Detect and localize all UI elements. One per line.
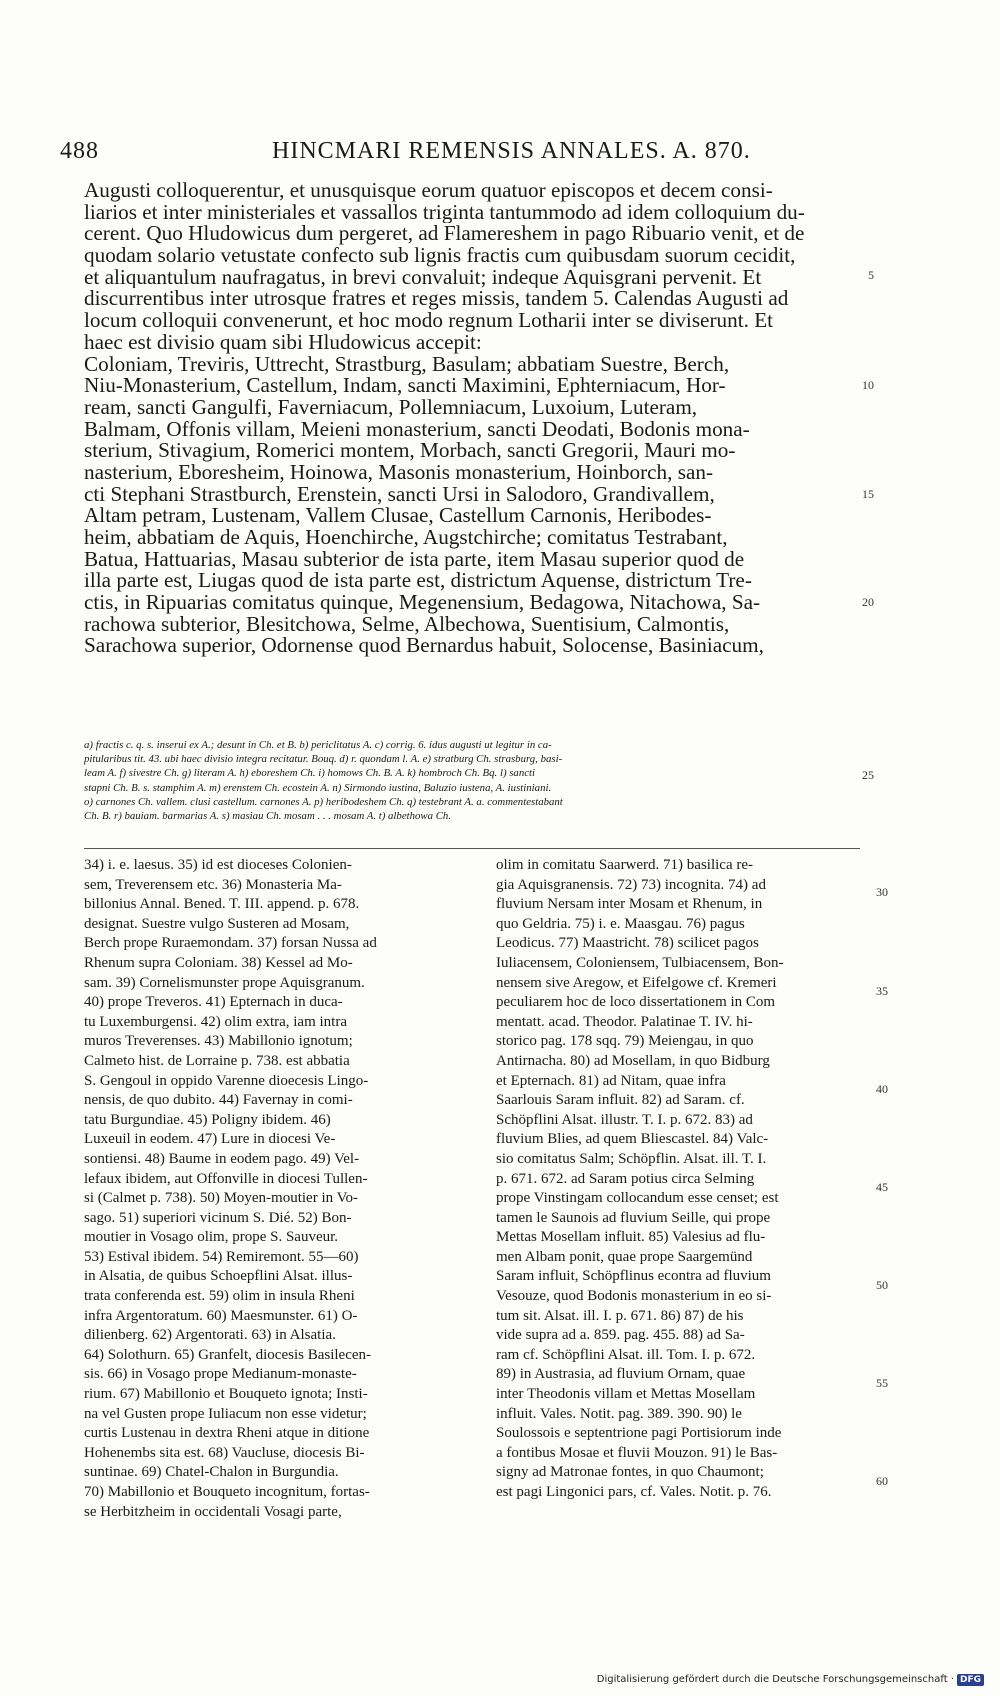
note-line: na vel Gusten prope Iuliacum non esse videtur;	[84, 1405, 367, 1422]
note-line: 64) Solothurn. 65) Granfelt, diocesis Basilecen-	[84, 1346, 372, 1363]
note-line: Mettas Mosellam influit. 85) Valesius ad flu-	[496, 1229, 766, 1246]
note-line: vide supra ad a. 859. pag. 455. 88) ad Sa-	[496, 1327, 745, 1344]
note-line: muros Treverenses. 43) Mabillonio ignotum;	[84, 1033, 353, 1050]
note-line: a fontibus Mosae et fluvii Mouzon. 91) le Bas-	[496, 1444, 778, 1461]
footer-text: Digitalisierung gefördert durch die Deutsche Forschungsgemeinschaft ·	[596, 1674, 954, 1685]
text-line: haec est divisio quam sibi Hludowicus accepit:	[84, 331, 482, 354]
note-line: 34) i. e. laesus. 35) id est dioceses Colonien-	[84, 857, 352, 873]
margin-number: 15	[862, 487, 874, 501]
margin-number: 40	[876, 1082, 888, 1096]
text-line: quodam solario vetustate confecto sub lignis fractis cum quibusdam suorum cecidit,	[84, 245, 796, 267]
note-line: Saarlouis Saram influit. 82) ad Saram. cf.	[496, 1092, 745, 1109]
note-line: Berch prope Ruraemondam. 37) forsan Nussa ad	[84, 935, 377, 952]
note-line: p. 671. 672. ad Saram potius circa Selming	[496, 1170, 755, 1187]
note-line: et Epternach. 81) ad Nitam, quae infra	[496, 1072, 726, 1089]
note-line: fluvium Nersam inter Mosam et Rhenum, in	[496, 896, 763, 913]
margin-number: 45	[876, 1180, 888, 1194]
note-line: 70) Mabillonio et Bouqueto incognitum, fortas-	[84, 1484, 370, 1500]
note-line: gia Aquisgranensis. 72) 73) incognita. 74) ad	[496, 876, 766, 893]
margin-number: 10	[862, 378, 874, 392]
text-line: illa parte est, Liugas quod de ista parte est, districtum Aquense, districtum Tre-	[84, 570, 752, 593]
text-line: heim, abbatiam de Aquis, Hoenchirche, Augstchirche; comitatus Testrabant,	[84, 527, 728, 549]
note-line: influit. Vales. Notit. pag. 389. 390. 90) le	[496, 1405, 742, 1422]
text-line: Balmam, Offonis villam, Meieni monasterium, sancti Deodati, Bodonis mona-	[84, 418, 750, 441]
note-line: 89) in Austrasia, ad fluvium Ornam, quae	[496, 1366, 746, 1383]
note-line: olim in comitatu Saarwerd. 71) basilica re-	[496, 857, 753, 873]
note-line: Rhenum supra Coloniam. 38) Kessel ad Mo-	[84, 954, 353, 971]
note-line: moutier in Vosago olim, prope S. Sauveur.	[84, 1229, 339, 1246]
note-line: tamen le Saunois ad fluvium Seille, qui prope	[496, 1209, 771, 1226]
note-line: sem, Treverensem etc. 36) Monasteria Ma-	[84, 876, 342, 893]
note-line: peculiarem hoc de loco dissertationem in Com	[496, 994, 776, 1011]
note-line: Leodicus. 77) Maastricht. 78) scilicet pagos	[496, 935, 759, 952]
apparatus-line: leam A. f) sivestre Ch. g) literam A. h) eboreshem Ch. i) homows Ch. B. A. k) hombroch Ch. Bq. l) sancti	[84, 767, 536, 780]
text-line: et aliquantulum naufragatus, in brevi convaluit; indeque Aquisgrani pervenit. Et	[84, 266, 762, 289]
note-line: sio comitatus Salm; Schöpflin. Alsat. ill. T. I.	[496, 1150, 767, 1167]
running-title: HINCMARI REMENSIS ANNALES. A. 870.	[272, 138, 751, 164]
margin-number: 30	[876, 885, 888, 899]
apparatus-line: Ch. B. r) bauiam. barmarias A. s) masiau Ch. mosam . . . mosam A. t) albethowa Ch.	[84, 809, 452, 822]
margin-number: 60	[876, 1474, 888, 1488]
note-line: Calmeto hist. de Lorraine p. 738. est abbatia	[84, 1052, 350, 1069]
note-line: curtis Lustenau in dextra Rheni atque in ditione	[84, 1425, 370, 1442]
text-line: cti Stephani Strastburch, Erenstein, sancti Ursi in Salodoro, Grandivallem,	[84, 483, 715, 506]
notes-left-column	[84, 856, 456, 1522]
text-line: Coloniam, Treviris, Uttrecht, Strastburg, Basulam; abbatiam Suestre, Berch,	[84, 353, 730, 376]
note-line: sago. 51) superiori vicinum S. Dié. 52) Bon-	[84, 1209, 352, 1226]
apparatus-line: stapni Ch. B. s. stamphim A. m) erenstem Ch. ecostein A. n) Sirmondo iustina, Baluzio iustena, A. iustiniani.	[84, 781, 552, 794]
margin-number: 5	[868, 268, 874, 282]
digitization-footer	[597, 1674, 984, 1686]
note-line: lefaux ibidem, aut Offonville in diocesi Tullen-	[84, 1170, 368, 1187]
note-line: Hohenembs sita est. 68) Vaucluse, diocesis Bi-	[84, 1444, 365, 1461]
note-line: se Herbitzheim in occidentali Vosagi parte,	[84, 1503, 342, 1520]
text-line: locum colloquii convenerunt, et hoc modo regnum Lotharii inter se diviserunt. Et	[84, 310, 774, 332]
note-line: S. Gengoul in oppido Varenne dioecesis Lingo-	[84, 1072, 369, 1089]
critical-apparatus	[84, 738, 860, 823]
running-header	[60, 138, 760, 166]
text-line: ctis, in Ripuarias comitatus quinque, Megenensium, Bedagowa, Nitachowa, Sa-	[84, 592, 761, 614]
note-line: 53) Estival ibidem. 54) Remiremont. 55—60)	[84, 1248, 359, 1265]
note-line: Saram influit, Schöpflinus econtra ad fluvium	[496, 1268, 771, 1285]
note-line: billonius Annal. Bened. T. III. append. p. 678.	[84, 896, 360, 913]
note-line: Soulossois e septentrione pagi Portisiorum inde	[496, 1425, 782, 1442]
text-line: sterium, Stivagium, Romerici montem, Morbach, sancti Gregorii, Mauri mo-	[84, 440, 736, 462]
note-line: signy ad Matronae fontes, in quo Chaumont;	[496, 1464, 764, 1481]
margin-number: 35	[876, 984, 888, 998]
text-line: liarios et inter ministeriales et vassallos triginta tantummodo ad idem colloquium du-	[84, 201, 805, 224]
text-line: cerent. Quo Hludowicus dum pergeret, ad Flamereshem in pago Ribuario venit, et de	[84, 223, 805, 246]
note-line: rium. 67) Mabillonio et Bouqueto ignota; Insti-	[84, 1386, 368, 1403]
text-line: Batua, Hattuarias, Masau subterior de ista parte, item Masau superior quod de	[84, 548, 745, 571]
margin-number: 50	[876, 1278, 888, 1292]
note-line: Schöpflini Alsat. illustr. T. I. p. 672. 83) ad	[496, 1111, 753, 1128]
note-line: Antirnacha. 80) ad Mosellam, in quo Bidburg	[496, 1052, 770, 1069]
text-line: discurrentibus inter utrosque fratres et reges missis, tandem 5. Calendas Augusti ad	[84, 288, 789, 311]
note-line: prope Vinstingam collocandum esse censet; est	[496, 1190, 779, 1207]
apparatus-line: a) fractis c. q. s. inserui ex A.; desunt in Ch. et B. b) periclitatus A. c) corrig. 6. idus augusti ut legitur in ca-	[84, 739, 552, 751]
text-line: Altam petram, Lustenam, Vallem Clusae, Castellum Carnonis, Heribodes-	[84, 505, 712, 527]
note-line: men Albam ponit, quae prope Saargemünd	[496, 1248, 753, 1265]
dfg-logo: DFG	[957, 1674, 984, 1686]
note-line: sontiensi. 48) Baume in eodem pago. 49) Vel-	[84, 1150, 360, 1167]
note-line: si (Calmet p. 738). 50) Moyen-moutier in Vo-	[84, 1190, 358, 1207]
text-line: Sarachowa superior, Odornense quod Bernardus habuit, Solocense, Basiniacum,	[84, 635, 764, 658]
note-line: trata conferenda est. 59) olim in insula Rheni	[84, 1288, 355, 1305]
footnote-rule	[84, 848, 860, 849]
note-line: tum sit. Alsat. ill. I. p. 671. 86) 87) de his	[496, 1307, 744, 1324]
apparatus-line: o) carnones Ch. vallem. clusi castellum. carnones A. p) heribodeshem Ch. q) testebrant A. a. commentestabant	[84, 795, 563, 808]
note-line: suntinae. 69) Chatel-Chalon in Burgundia.	[84, 1464, 339, 1481]
text-line: Niu-Monasterium, Castellum, Indam, sancti Maximini, Ephterniacum, Hor-	[84, 375, 726, 397]
note-line: fluvium Blies, ad quem Bliescastel. 84) Valc-	[496, 1131, 769, 1148]
page-number: 488	[60, 138, 99, 164]
note-line: nensis, de quo dubito. 44) Favernay in comi-	[84, 1092, 353, 1109]
note-line: mentatt. acad. Theodor. Palatinae T. IV. hi-	[496, 1013, 753, 1030]
text-line: rachowa subterior, Blesitchowa, Selme, Albechowa, Suentisium, Calmontis,	[84, 613, 730, 636]
note-line: Iuliacensem, Coloniensem, Tulbiacensem, Bon-	[496, 954, 784, 971]
note-line: dilienberg. 62) Argentorati. 63) in Alsatia.	[84, 1327, 336, 1344]
margin-number: 55	[876, 1376, 888, 1390]
notes-right-column	[496, 856, 868, 1503]
note-line: quo Geldria. 75) i. e. Maasgau. 76) pagus	[496, 915, 745, 932]
note-line: tu Luxemburgensi. 42) olim extra, iam intra	[84, 1013, 347, 1030]
text-line: nasterium, Eboresheim, Hoinowa, Masonis monasterium, Hoinborch, san-	[84, 461, 714, 484]
note-line: storico pag. 178 sqq. 79) Meiengau, in quo	[496, 1033, 754, 1050]
text-line: ream, sancti Gangulfi, Faverniacum, Pollemniacum, Luxoium, Luteram,	[84, 396, 698, 419]
note-line: Vesouze, quod Bodonis monasterium in eo si-	[496, 1288, 772, 1305]
note-line: sis. 66) in Vosago prope Medianum-monaste-	[84, 1366, 357, 1383]
note-line: infra Argentoratum. 60) Maesmunster. 61) O-	[84, 1307, 358, 1324]
main-text	[84, 180, 864, 657]
note-line: designat. Suestre vulgo Susteren ad Mosam,	[84, 915, 350, 932]
note-line: nensem sive Aregow, et Eifelgowe cf. Kremeri	[496, 974, 777, 991]
text-line: Augusti colloquerentur, et unusquisque eorum quatuor episcopos et decem consi-	[84, 180, 773, 202]
note-line: inter Theodonis villam et Mettas Mosellam	[496, 1386, 756, 1403]
note-line: est pagi Lingonici pars, cf. Vales. Notit. p. 76.	[496, 1484, 772, 1500]
margin-number: 25	[862, 768, 874, 782]
note-line: sam. 39) Cornelismunster prope Aquisgranum.	[84, 974, 365, 991]
note-line: in Alsatia, de quibus Schoepflini Alsat. illus-	[84, 1268, 353, 1285]
note-line: ram cf. Schöpflini Alsat. ill. Tom. I. p. 672.	[496, 1346, 756, 1363]
note-line: 40) prope Treveros. 41) Epternach in duca-	[84, 994, 343, 1011]
apparatus-line: pitularibus tit. 43. ubi haec divisio integra recitatur. Bouq. d) r. quondam l. A. e) stratburg Ch. strasburg, basi-	[84, 753, 563, 766]
note-line: tatu Burgundiae. 45) Poligny ibidem. 46)	[84, 1111, 331, 1128]
margin-number: 20	[862, 595, 874, 609]
note-line: Luxeuil in eodem. 47) Lure in diocesi Ve-	[84, 1131, 336, 1148]
